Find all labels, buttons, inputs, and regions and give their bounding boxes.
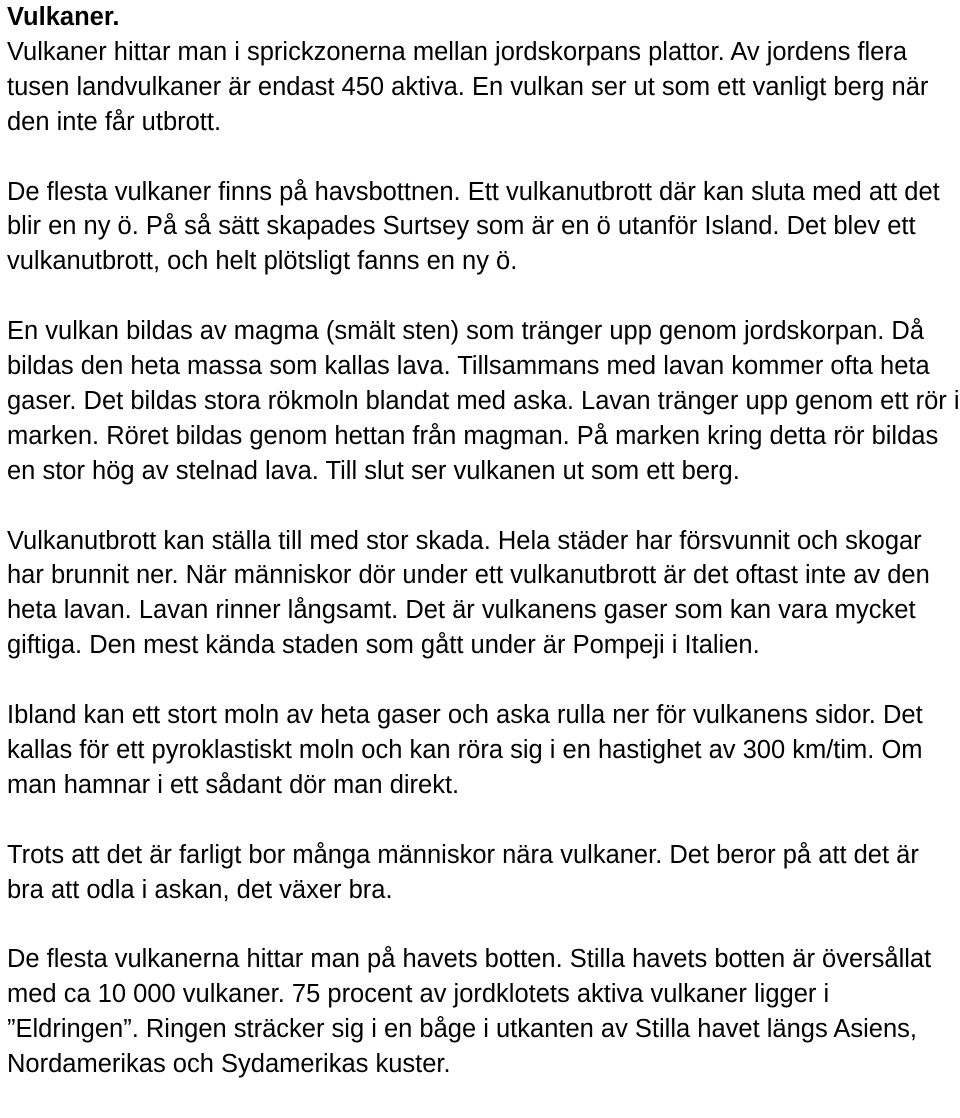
- paragraph-skada: Vulkanutbrott kan ställa till med stor skada. Hela städer har försvunnit och skogar har brunnit ner. När människor dör under ett vulkanutbrott är det oftast inte av den heta lavan. Lavan rinner långsamt. Det är vulkanens gaser som kan vara mycket giftiga. Den mest kända staden som gått under är Pompeji i Italien.: [7, 526, 930, 660]
- paragraph-magma: En vulkan bildas av magma (smält sten) som tränger upp genom jordskorpan. Då bildas den heta massa som kallas lava. Tillsammans med lavan kommer ofta heta gaser. Det bildas stora rökmoln blandat med aska. Lavan tränger upp genom ett rör i marken. Röret bildas genom hettan från magman. På marken kring detta rör bildas en stor hög av stelnad lava. Till slut ser vulkanen ut som ett berg.: [7, 317, 960, 485]
- paragraph-pyroklastiskt-moln: Ibland kan ett stort moln av heta gaser och aska rulla ner för vulkanens sidor. Det kallas för ett pyroklastiskt moln och kan röra sig i en hastighet av 300 km/tim. Om man hamnar i ett sådant dör man direkt.: [7, 701, 923, 799]
- paragraph-havsbottnen: De flesta vulkaner finns på havsbottnen. Ett vulkanutbrott där kan sluta med att det blir en ny ö. På så sätt skapades Surtsey som är en ö utanför Island. Det blev ett vulkanutbrott, och helt plötsligt fanns en ny ö.: [7, 177, 940, 276]
- document-body: [7, 0, 960, 1117]
- document-title: Vulkaner.: [7, 3, 120, 31]
- paragraph-odla: Trots att det är farligt bor många människor nära vulkaner. Det beror på att det är bra att odla i askan, det växer bra.: [7, 840, 919, 904]
- paragraph-intro: Vulkaner hittar man i sprickzonerna mellan jordskorpans plattor. Av jordens flera tusen landvulkaner är endast 450 aktiva. En vulkan ser ut som ett vanligt berg när den inte får utbrott.: [7, 37, 929, 136]
- paragraph-eldringen: De flesta vulkanerna hittar man på havets botten. Stilla havets botten är översållat med ca 10 000 vulkaner. 75 procent av jordklotets aktiva vulkaner ligger i ”Eldringen”. Ringen sträcker sig i en båge i utkanten av Stilla havet längs Asiens, Nordamerikas och Sydamerikas kuster.: [7, 945, 932, 1079]
